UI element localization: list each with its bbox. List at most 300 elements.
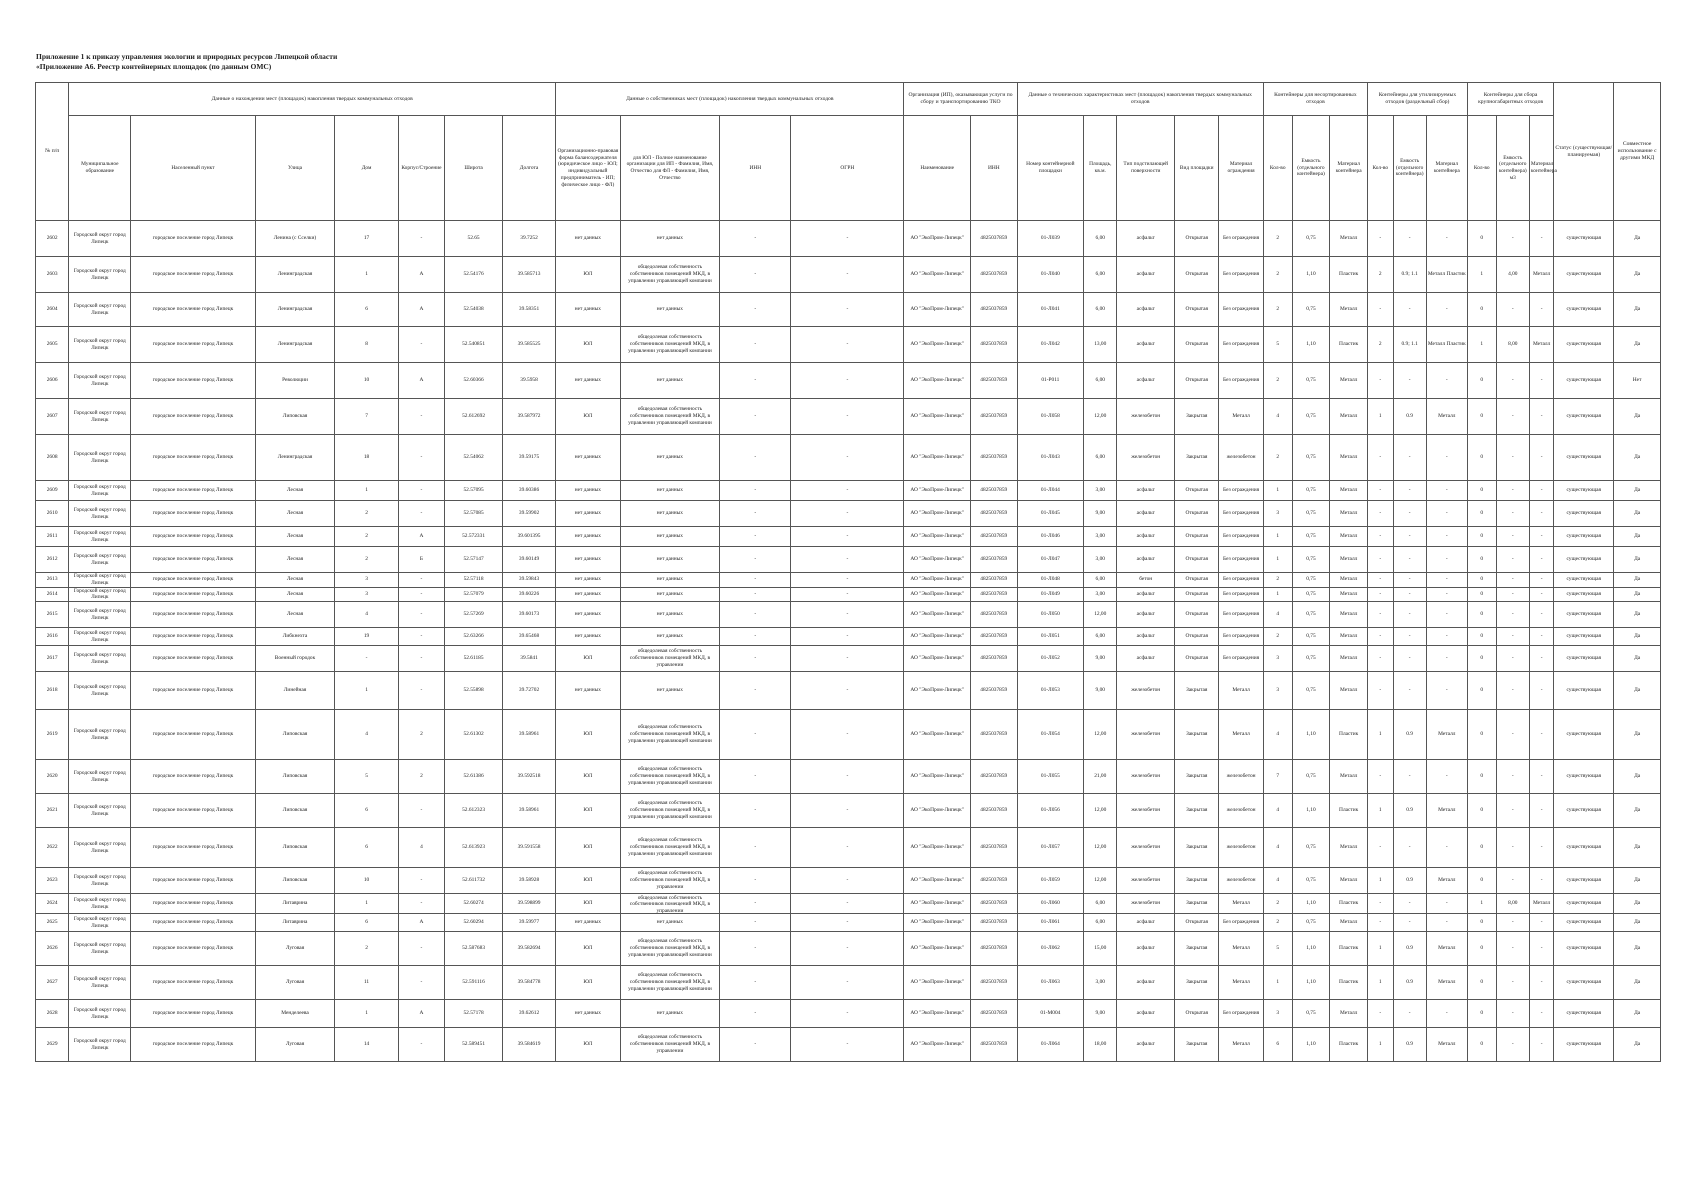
table-cell: 2 — [335, 547, 398, 573]
table-cell: Металл — [1330, 399, 1368, 435]
table-cell: нет данных — [620, 293, 720, 327]
table-cell: 2 — [1263, 573, 1292, 588]
table-cell: - — [1496, 573, 1529, 588]
table-row — [36, 914, 1661, 932]
table-cell: 4825037859 — [970, 501, 1017, 527]
table-row — [36, 828, 1661, 868]
table-cell: Революции — [255, 363, 335, 399]
table-cell: Да — [1614, 587, 1661, 602]
table-cell: - — [1529, 221, 1553, 257]
table-cell: Да — [1614, 481, 1661, 501]
table-cell: 0 — [1467, 221, 1496, 257]
table-cell: - — [1496, 914, 1529, 932]
table-cell: 4 — [1263, 602, 1292, 628]
table-cell: Да — [1614, 1000, 1661, 1028]
table-cell: Открытая — [1175, 1000, 1219, 1028]
table-cell: 52.63266 — [445, 628, 503, 646]
table-cell: нет данных — [556, 1000, 620, 1028]
table-cell: - — [720, 257, 791, 293]
table-cell: 1,10 — [1292, 710, 1330, 760]
table-cell: 39.587972 — [502, 399, 555, 435]
table-cell: - — [1368, 914, 1394, 932]
table-cell: - — [1393, 828, 1426, 868]
table-cell: - — [398, 932, 445, 966]
table-cell: железобетон — [1117, 435, 1175, 481]
header-location-group: Данные о нахождении мест (площадок) накопления твердых коммунальных отходов — [69, 83, 556, 116]
table-cell: - — [1529, 868, 1553, 894]
table-cell: 1 — [335, 257, 398, 293]
table-cell: 01-Л057 — [1017, 828, 1084, 868]
table-cell: асфальт — [1117, 1000, 1175, 1028]
table-cell: 0 — [1467, 435, 1496, 481]
table-cell: Городской округ город Липецк — [69, 363, 131, 399]
table-cell: Открытая — [1175, 363, 1219, 399]
table-cell: 0,75 — [1292, 868, 1330, 894]
table-cell: - — [1529, 646, 1553, 672]
table-cell: - — [1368, 573, 1394, 588]
table-row — [36, 547, 1661, 573]
table-cell: - — [1393, 646, 1426, 672]
register-body — [36, 221, 1661, 1062]
table-cell: Нет — [1614, 363, 1661, 399]
table-cell: - — [1496, 602, 1529, 628]
table-cell: Металл — [1426, 868, 1467, 894]
table-cell: Металл — [1426, 932, 1467, 966]
table-cell: АО "ЭкоПром-Липецк" — [904, 672, 971, 710]
table-row — [36, 868, 1661, 894]
column-header: Емкость (отдельного контейнера) м3 — [1496, 116, 1529, 221]
table-cell: 0 — [1467, 646, 1496, 672]
table-cell: Ленинградская — [255, 327, 335, 363]
table-cell: - — [720, 221, 791, 257]
table-cell: - — [1529, 760, 1553, 794]
table-cell: 1 — [1263, 481, 1292, 501]
table-cell: Открытая — [1175, 257, 1219, 293]
table-cell: - — [1393, 914, 1426, 932]
table-cell: 2609 — [36, 481, 69, 501]
table-cell: 4825037859 — [970, 868, 1017, 894]
table-cell: - — [1426, 501, 1467, 527]
table-cell: Липовская — [255, 710, 335, 760]
table-cell: 2 — [1263, 435, 1292, 481]
table-cell: 2 — [1263, 628, 1292, 646]
table-cell: Городской округ город Липецк — [69, 914, 131, 932]
table-cell: 4825037859 — [970, 602, 1017, 628]
owner-text: общедолевая собственность собственников помещений МКД, в управлении управляющей компании — [628, 837, 712, 857]
table-cell: - — [1368, 587, 1394, 602]
table-cell: 4825037859 — [970, 527, 1017, 547]
table-cell: Городской округ город Липецк — [69, 435, 131, 481]
table-cell: 39.58961 — [502, 794, 555, 828]
table-cell: - — [720, 1028, 791, 1062]
header-group-row — [36, 83, 1661, 116]
table-cell: 4 — [398, 828, 445, 868]
table-cell: 2612 — [36, 547, 69, 573]
table-cell: 52.65 — [445, 221, 503, 257]
table-cell: ЮЛ — [556, 710, 620, 760]
table-row — [36, 794, 1661, 828]
table-cell: - — [720, 628, 791, 646]
table-cell: 39.59977 — [502, 914, 555, 932]
table-cell: - — [791, 221, 904, 257]
table-cell: - — [1368, 547, 1394, 573]
table-cell: 6 — [1263, 1028, 1292, 1062]
owner-text: общедолевая собственность собственников помещений МКД, в управлении управляющей компании — [628, 972, 712, 992]
table-cell: - — [720, 966, 791, 1000]
table-cell: 0 — [1467, 527, 1496, 547]
table-row — [36, 573, 1661, 588]
table-cell: 6,00 — [1084, 914, 1117, 932]
table-cell: Городской округ город Липецк — [69, 894, 131, 914]
table-cell: - — [398, 221, 445, 257]
table-cell: - — [1496, 547, 1529, 573]
table-cell: 0.9; 1.1 — [1393, 257, 1426, 293]
table-cell: 7 — [1263, 760, 1292, 794]
column-header: Материал ограждения — [1219, 116, 1263, 221]
table-cell: 2611 — [36, 527, 69, 547]
table-cell: - — [398, 602, 445, 628]
table-cell: 39.5958 — [502, 363, 555, 399]
table-cell: - — [1496, 710, 1529, 760]
table-cell: 0,75 — [1292, 828, 1330, 868]
table-cell: Либкнехта — [255, 628, 335, 646]
header-columns-row — [36, 116, 1661, 221]
table-cell: - — [791, 363, 904, 399]
table-cell: Без ограждения — [1219, 573, 1263, 588]
column-header: Материал контейнера — [1529, 116, 1553, 221]
table-cell: 4825037859 — [970, 894, 1017, 914]
table-cell: Ленинградская — [255, 293, 335, 327]
table-cell: ЮЛ — [556, 327, 620, 363]
table-cell — [620, 257, 720, 293]
table-cell: Открытая — [1175, 587, 1219, 602]
table-cell: городское поселение город Липецк — [131, 1000, 255, 1028]
table-cell: 0 — [1467, 710, 1496, 760]
table-cell: 1,10 — [1292, 794, 1330, 828]
column-header: Долгота — [502, 116, 555, 221]
table-cell: 0,75 — [1292, 672, 1330, 710]
table-cell: - — [791, 672, 904, 710]
table-cell: Да — [1614, 221, 1661, 257]
column-header: Номер контейнерной площадки — [1017, 116, 1084, 221]
table-cell: 4825037859 — [970, 760, 1017, 794]
table-cell: - — [1426, 1000, 1467, 1028]
table-cell: АО "ЭкоПром-Липецк" — [904, 501, 971, 527]
table-cell: - — [720, 672, 791, 710]
table-cell: - — [1368, 646, 1394, 672]
table-cell: Пластик — [1330, 894, 1368, 914]
column-header: ОГРН — [791, 116, 904, 221]
table-cell: 14 — [335, 1028, 398, 1062]
table-cell: 01-Л061 — [1017, 914, 1084, 932]
table-row — [36, 932, 1661, 966]
table-cell: 3 — [1263, 646, 1292, 672]
table-row — [36, 481, 1661, 501]
table-cell: Без ограждения — [1219, 257, 1263, 293]
header-recycled-group: Контейнеры для утилизируемых отходов (раздельный сбор) — [1368, 83, 1468, 116]
table-cell: 01-Л058 — [1017, 399, 1084, 435]
table-cell: - — [1529, 914, 1553, 932]
table-row — [36, 587, 1661, 602]
table-cell: 0,75 — [1292, 293, 1330, 327]
table-cell: Пластик — [1330, 710, 1368, 760]
table-cell: 1 — [335, 894, 398, 914]
table-cell: Металл — [1426, 710, 1467, 760]
table-cell: 01-М004 — [1017, 1000, 1084, 1028]
table-cell: - — [720, 527, 791, 547]
table-cell: - — [1496, 646, 1529, 672]
table-cell: ЮЛ — [556, 399, 620, 435]
table-cell: - — [791, 327, 904, 363]
table-cell: Городской округ город Липецк — [69, 481, 131, 501]
table-cell: - — [1368, 221, 1394, 257]
table-cell: асфальт — [1117, 914, 1175, 932]
table-cell: 0,75 — [1292, 501, 1330, 527]
table-cell: 0,75 — [1292, 587, 1330, 602]
table-cell: 3 — [335, 587, 398, 602]
table-row — [36, 257, 1661, 293]
table-row — [36, 646, 1661, 672]
table-cell: 2621 — [36, 794, 69, 828]
table-cell: существующая — [1554, 327, 1614, 363]
table-cell: нет данных — [556, 672, 620, 710]
table-cell: 52.54038 — [445, 293, 503, 327]
table-cell: 52.57269 — [445, 602, 503, 628]
table-cell: АО "ЭкоПром-Липецк" — [904, 435, 971, 481]
table-cell: существующая — [1554, 966, 1614, 1000]
table-cell: 1,10 — [1292, 257, 1330, 293]
table-cell: А — [398, 363, 445, 399]
table-cell: 4825037859 — [970, 966, 1017, 1000]
table-cell: существующая — [1554, 435, 1614, 481]
table-cell: 39.59175 — [502, 435, 555, 481]
table-cell: - — [1529, 794, 1553, 828]
table-cell: Металл — [1330, 435, 1368, 481]
table-cell: АО "ЭкоПром-Липецк" — [904, 794, 971, 828]
table-cell: 52.589451 — [445, 1028, 503, 1062]
table-cell: 3,00 — [1084, 587, 1117, 602]
table-cell: - — [1426, 628, 1467, 646]
table-cell: городское поселение город Липецк — [131, 399, 255, 435]
table-cell: Городской округ город Липецк — [69, 547, 131, 573]
header-shared: Совместное использование с другими МКД — [1614, 83, 1661, 221]
table-cell: 6,00 — [1084, 894, 1117, 914]
table-cell: - — [1496, 628, 1529, 646]
table-cell: Без ограждения — [1219, 293, 1263, 327]
table-cell: - — [1426, 293, 1467, 327]
table-cell: ЮЛ — [556, 932, 620, 966]
table-cell: Без ограждения — [1219, 363, 1263, 399]
table-cell: - — [1529, 293, 1553, 327]
table-cell: - — [1496, 868, 1529, 894]
table-cell: Закрытая — [1175, 828, 1219, 868]
table-cell: 0.9 — [1393, 932, 1426, 966]
table-cell: Городской округ город Липецк — [69, 1028, 131, 1062]
table-cell: Закрытая — [1175, 710, 1219, 760]
table-cell: Ленинградская — [255, 257, 335, 293]
table-cell: 3 — [1263, 501, 1292, 527]
table-cell: - — [1426, 760, 1467, 794]
table-cell: - — [791, 894, 904, 914]
table-cell: нет данных — [620, 628, 720, 646]
table-cell: 4825037859 — [970, 257, 1017, 293]
table-row — [36, 527, 1661, 547]
table-cell: Металл — [1529, 327, 1553, 363]
table-cell: 12,00 — [1084, 868, 1117, 894]
table-cell: Да — [1614, 672, 1661, 710]
table-cell: 1 — [1368, 932, 1394, 966]
table-cell — [620, 646, 720, 672]
table-cell: - — [1496, 399, 1529, 435]
table-cell: 01-Л045 — [1017, 501, 1084, 527]
table-cell: - — [1368, 501, 1394, 527]
table-cell: 3,00 — [1084, 966, 1117, 1000]
table-cell: железобетон — [1117, 760, 1175, 794]
table-cell: нет данных — [620, 672, 720, 710]
table-cell: Открытая — [1175, 327, 1219, 363]
table-cell: нет данных — [620, 221, 720, 257]
table-cell: 2606 — [36, 363, 69, 399]
table-cell: - — [720, 547, 791, 573]
table-cell: железобетон — [1117, 710, 1175, 760]
table-cell: 39.584778 — [502, 966, 555, 1000]
table-cell: Да — [1614, 868, 1661, 894]
table-cell: городское поселение город Липецк — [131, 628, 255, 646]
table-cell: городское поселение город Липецк — [131, 828, 255, 868]
table-cell: А — [398, 293, 445, 327]
table-cell: Ленина (с Сселки) — [255, 221, 335, 257]
table-cell: 4 — [1263, 828, 1292, 868]
table-cell: - — [1529, 501, 1553, 527]
table-cell: Да — [1614, 760, 1661, 794]
table-cell: - — [1529, 527, 1553, 547]
table-cell: Городской округ город Липецк — [69, 628, 131, 646]
table-cell: - — [1368, 760, 1394, 794]
table-cell: - — [791, 646, 904, 672]
table-cell: - — [1529, 587, 1553, 602]
table-cell: Липовская — [255, 399, 335, 435]
table-cell: Да — [1614, 710, 1661, 760]
table-cell: ЮЛ — [556, 966, 620, 1000]
table-cell: ЮЛ — [556, 1028, 620, 1062]
table-cell: - — [791, 481, 904, 501]
table-cell: 0.9 — [1393, 399, 1426, 435]
table-cell: существующая — [1554, 1000, 1614, 1028]
table-cell: Закрытая — [1175, 435, 1219, 481]
table-cell: - — [720, 914, 791, 932]
table-cell: существующая — [1554, 481, 1614, 501]
table-cell: железобетон — [1219, 828, 1263, 868]
table-cell: - — [791, 587, 904, 602]
owner-text: общедолевая собственность собственников помещений МКД, в управлении управляющей компании — [628, 334, 712, 354]
table-cell: Открытая — [1175, 501, 1219, 527]
table-cell: 8,00 — [1496, 894, 1529, 914]
table-cell: - — [1426, 914, 1467, 932]
table-cell: 4 — [335, 710, 398, 760]
table-cell: - — [1426, 527, 1467, 547]
table-cell: Луговая — [255, 966, 335, 1000]
table-cell: 39.601395 — [502, 527, 555, 547]
table-cell: АО "ЭкоПром-Липецк" — [904, 327, 971, 363]
table-cell: 52.611732 — [445, 868, 503, 894]
table-row — [36, 966, 1661, 1000]
table-cell: 2605 — [36, 327, 69, 363]
table-cell: Городской округ город Липецк — [69, 573, 131, 588]
table-cell: 0.9 — [1393, 868, 1426, 894]
table-cell: железобетон — [1219, 794, 1263, 828]
table-cell: 2624 — [36, 894, 69, 914]
table-cell: городское поселение город Липецк — [131, 363, 255, 399]
table-cell: городское поселение город Липецк — [131, 1028, 255, 1062]
table-cell: Городской округ город Липецк — [69, 327, 131, 363]
table-cell: Металл Пластик — [1426, 257, 1467, 293]
table-cell: 4825037859 — [970, 710, 1017, 760]
table-cell: - — [398, 399, 445, 435]
table-cell: Без ограждения — [1219, 547, 1263, 573]
table-cell: 2 — [335, 527, 398, 547]
table-cell: 6 — [335, 293, 398, 327]
table-cell: - — [791, 710, 904, 760]
table-cell: Металл — [1330, 221, 1368, 257]
table-cell: Металл — [1330, 501, 1368, 527]
table-cell: - — [1529, 932, 1553, 966]
table-cell: - — [791, 399, 904, 435]
table-cell: нет данных — [556, 547, 620, 573]
table-cell: 7 — [335, 399, 398, 435]
table-cell: нет данных — [556, 587, 620, 602]
table-cell: АО "ЭкоПром-Липецк" — [904, 1000, 971, 1028]
table-cell: Линейная — [255, 672, 335, 710]
table-cell: АО "ЭкоПром-Липецк" — [904, 966, 971, 1000]
table-cell: 2608 — [36, 435, 69, 481]
table-cell: 2617 — [36, 646, 69, 672]
table-cell: Металл — [1219, 1028, 1263, 1062]
table-cell: Городской округ город Липецк — [69, 710, 131, 760]
table-cell: Металл — [1219, 932, 1263, 966]
table-cell: 52.54176 — [445, 257, 503, 293]
table-cell — [620, 327, 720, 363]
table-cell: А — [398, 1000, 445, 1028]
table-cell: ЮЛ — [556, 646, 620, 672]
table-cell: Открытая — [1175, 646, 1219, 672]
table-cell: 4825037859 — [970, 628, 1017, 646]
caption-line-2: «Приложение А6. Реестр контейнерных площадок (по данным ОМС) — [36, 62, 272, 71]
table-cell: - — [1368, 293, 1394, 327]
table-cell: Да — [1614, 966, 1661, 1000]
table-cell: Металл — [1330, 868, 1368, 894]
column-header: Емкость (отдельного контейнера) — [1292, 116, 1330, 221]
table-cell: нет данных — [556, 573, 620, 588]
table-cell: 52.587683 — [445, 932, 503, 966]
table-cell: - — [1426, 828, 1467, 868]
table-cell: 4 — [1263, 868, 1292, 894]
table-cell: 2613 — [36, 573, 69, 588]
table-cell: - — [720, 828, 791, 868]
table-cell: 01-Л047 — [1017, 547, 1084, 573]
table-cell: АО "ЭкоПром-Липецк" — [904, 399, 971, 435]
table-cell: Без ограждения — [1219, 1000, 1263, 1028]
table-cell: 2 — [1263, 293, 1292, 327]
table-cell: - — [1529, 710, 1553, 760]
table-cell: - — [720, 481, 791, 501]
table-cell: Закрытая — [1175, 1028, 1219, 1062]
table-cell: 4825037859 — [970, 1000, 1017, 1028]
table-cell: 1 — [335, 672, 398, 710]
table-cell: 2628 — [36, 1000, 69, 1028]
table-cell: нет данных — [620, 914, 720, 932]
table-cell: - — [1496, 481, 1529, 501]
table-cell: 39.592518 — [502, 760, 555, 794]
